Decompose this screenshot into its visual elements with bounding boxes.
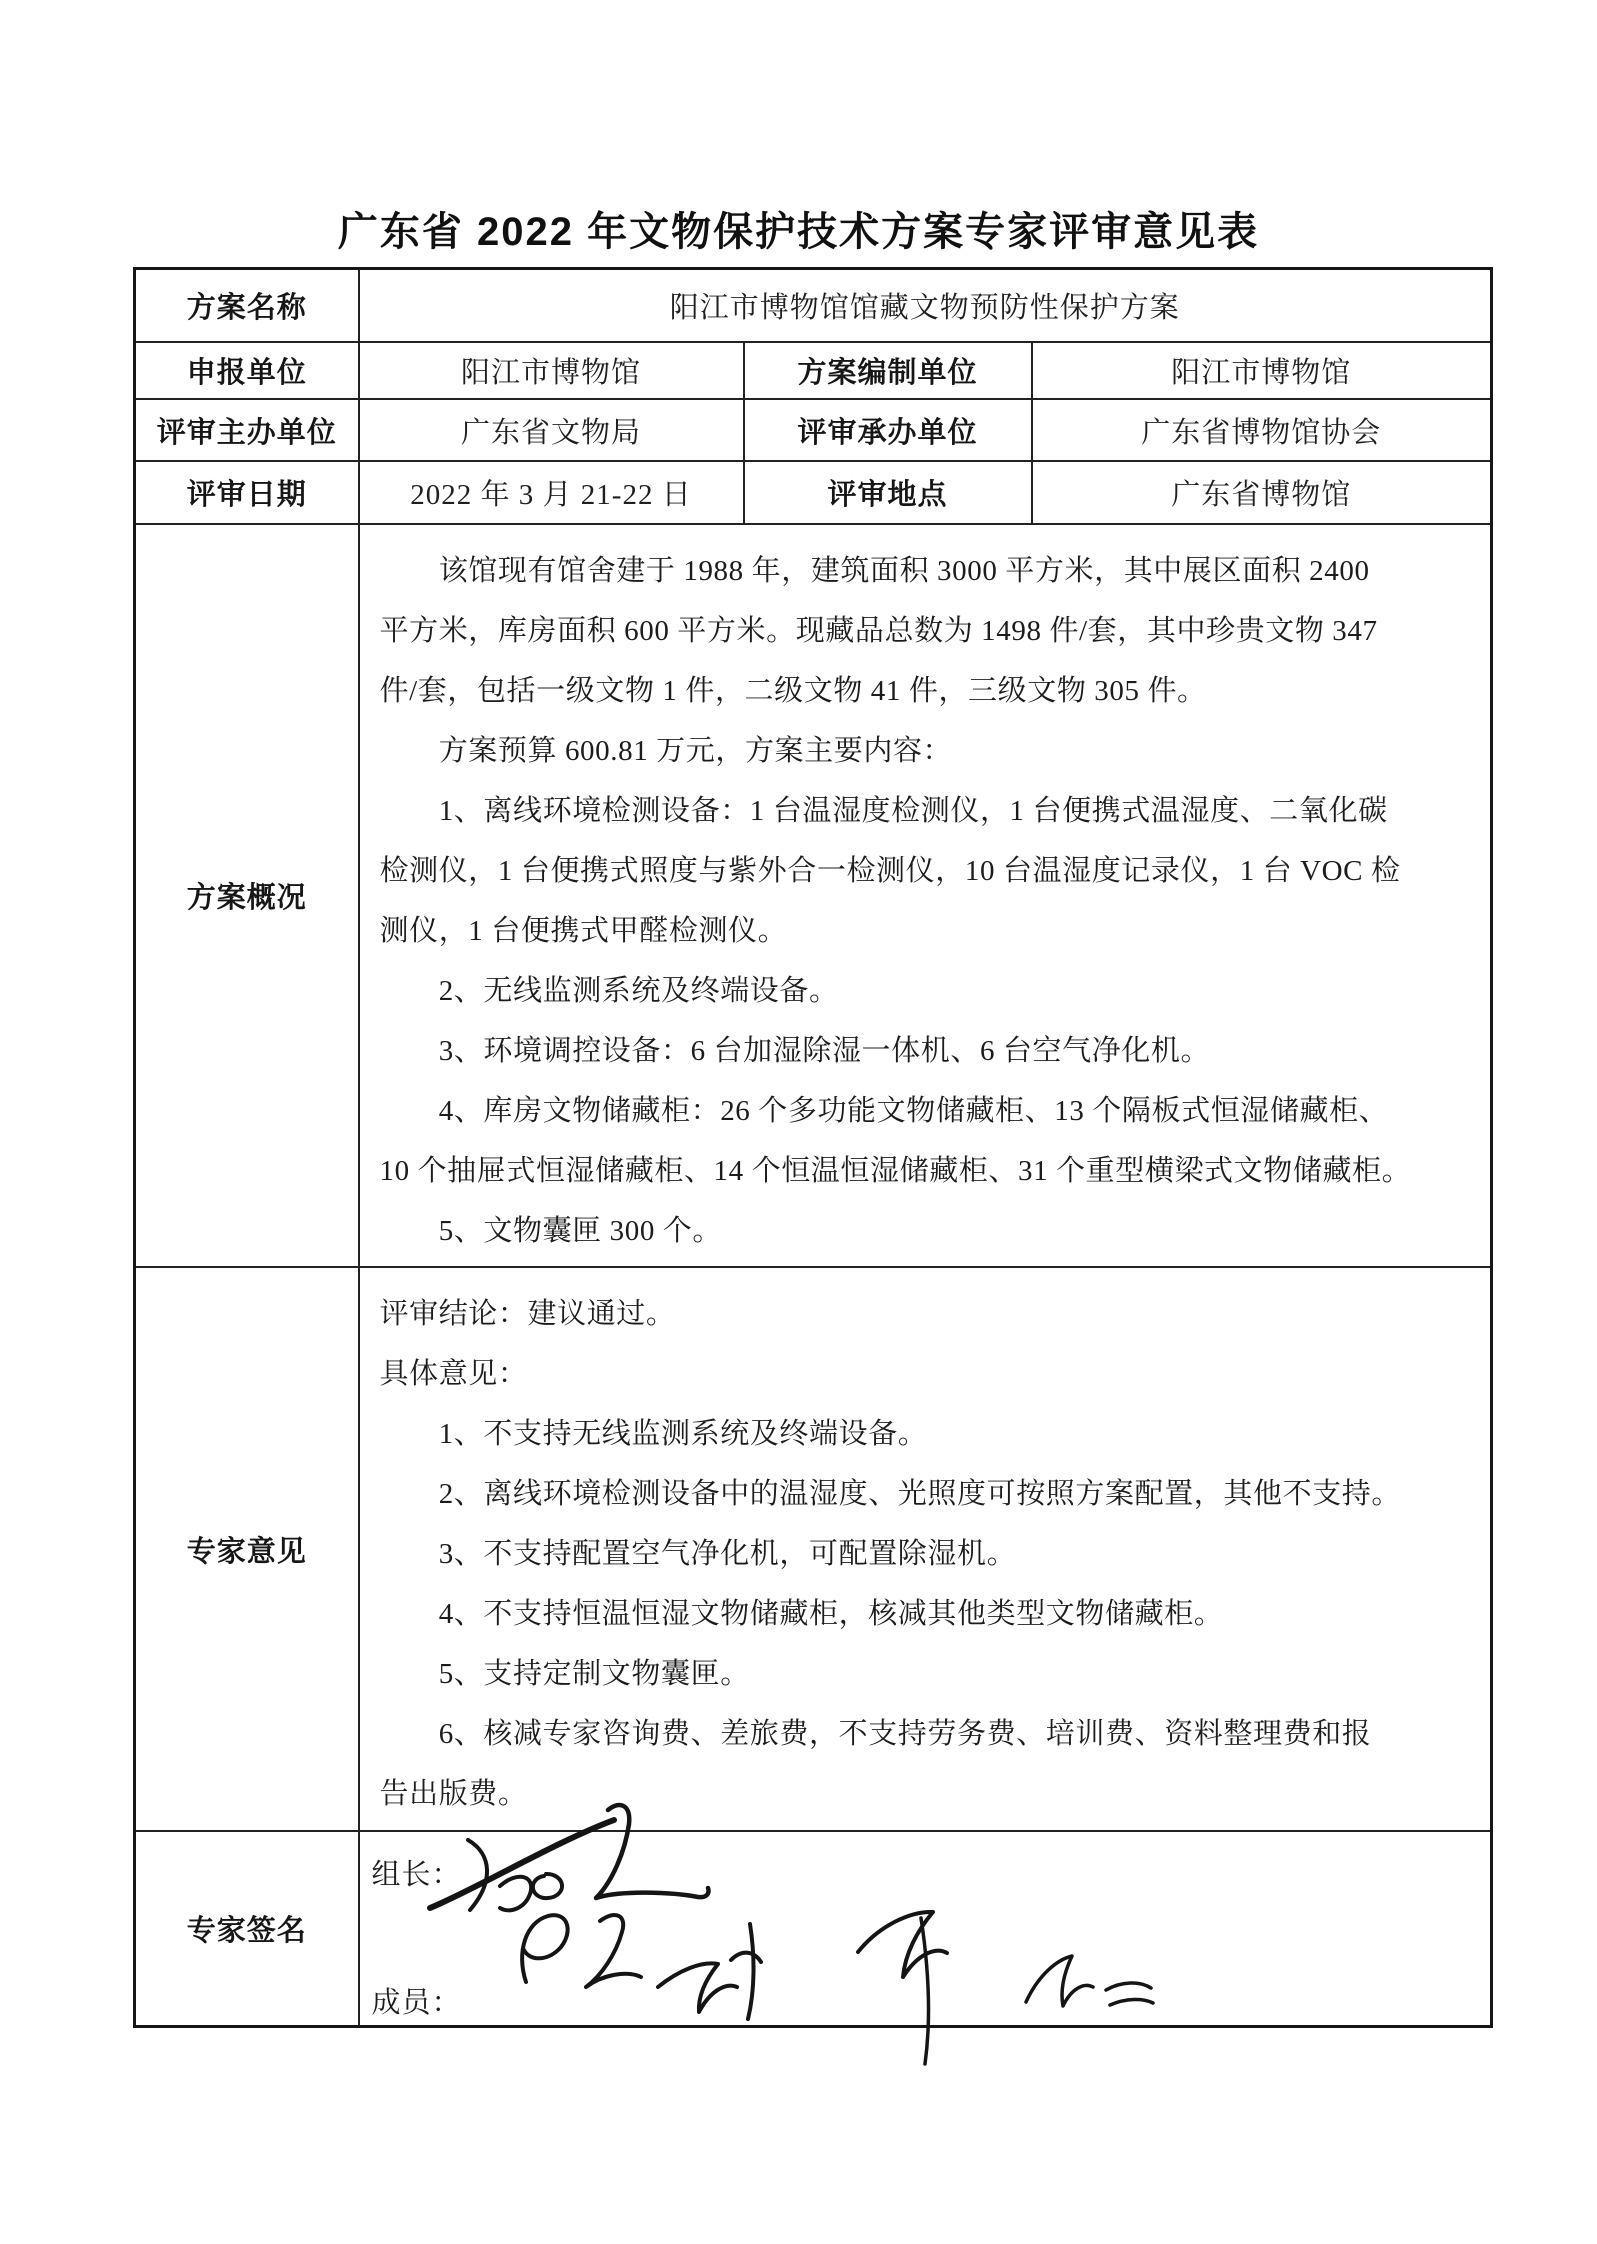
review-date-label: 评审日期 [135, 461, 359, 524]
review-organizer-label: 评审承办单位 [744, 399, 1032, 461]
text-line: 5、支持定制文物囊匣。 [379, 1658, 750, 1690]
expert-signature-cell [359, 1831, 1492, 2027]
expert-opinion-label: 专家意见 [135, 1267, 359, 1831]
review-form-table [133, 267, 1493, 2028]
row-plan-name [135, 269, 1492, 343]
text-line: 平方米，库房面积 600 平方米。现藏品总数为 1498 件/套，其中珍贵文物 347 [379, 614, 1378, 647]
text-line: 该馆现有馆舍建于 1988 年，建筑面积 3000 平方米，其中展区面积 2400 [379, 554, 1370, 587]
text-line: 件/套，包括一级文物 1 件，二级文物 41 件，三级文物 305 件。 [379, 674, 1207, 707]
plan-overview-text [359, 524, 1492, 1267]
text-line: 3、环境调控设备：6 台加湿除湿一体机、6 台空气净化机。 [379, 1034, 1211, 1067]
expert-opinion-text [359, 1267, 1492, 1831]
page-title: 广东省 2022 年文物保护技术方案专家评审意见表 [337, 210, 1260, 254]
text-line: 1、不支持无线监测系统及终端设备。 [379, 1418, 928, 1450]
row-plan-overview [135, 524, 1492, 1267]
expert-opinion-lines [380, 1284, 1475, 1824]
text-line: 测仪，1 台便携式甲醛检测仪。 [379, 914, 788, 947]
row-review-date [135, 461, 1492, 524]
text-line: 6、核减专家咨询费、差旅费，不支持劳务费、培训费、资料整理费和报 [379, 1718, 1372, 1750]
review-organizer-value: 广东省博物馆协会 [1032, 399, 1492, 461]
row-expert-signature [135, 1831, 1492, 2027]
applicant-value: 阳江市博物馆 [359, 342, 744, 399]
text-line: 评审结论：建议通过。 [379, 1298, 676, 1330]
leader-label: 组长： [371, 1859, 462, 1891]
review-location-label: 评审地点 [744, 461, 1032, 524]
plan-name-label: 方案名称 [135, 269, 359, 343]
row-review-host [135, 399, 1492, 461]
text-line: 具体意见： [379, 1358, 528, 1390]
text-line: 检测仪，1 台便携式照度与紫外合一检测仪，10 台温湿度记录仪，1 台 VOC 检 [379, 854, 1401, 887]
plan-overview-lines [380, 541, 1475, 1261]
text-line: 2、离线环境检测设备中的温湿度、光照度可按照方案配置，其他不支持。 [379, 1478, 1402, 1510]
row-applicant [135, 342, 1492, 399]
text-line: 方案预算 600.81 万元，方案主要内容： [379, 734, 953, 767]
applicant-label: 申报单位 [135, 342, 359, 399]
text-line: 3、不支持配置空气净化机，可配置除湿机。 [379, 1538, 1017, 1570]
review-date-value: 2022 年 3 月 21-22 日 [359, 461, 744, 524]
member-label: 成员： [371, 1987, 462, 2019]
text-line: 10 个抽屉式恒湿储藏柜、14 个恒温恒湿储藏柜、31 个重型横梁式文物储藏柜。 [379, 1154, 1412, 1187]
text-line: 1、离线环境检测设备：1 台温湿度检测仪，1 台便携式温湿度、二氧化碳 [379, 794, 1388, 827]
text-line: 告出版费。 [379, 1778, 528, 1810]
row-expert-opinion [135, 1267, 1492, 1831]
review-host-label: 评审主办单位 [135, 399, 359, 461]
expert-signature-label: 专家签名 [135, 1831, 359, 2027]
plan-overview-label: 方案概况 [135, 524, 359, 1267]
review-host-value: 广东省文物局 [359, 399, 744, 461]
plan-author-label: 方案编制单位 [744, 342, 1032, 399]
text-line: 2、无线监测系统及终端设备。 [379, 974, 839, 1007]
text-line: 4、不支持恒温恒湿文物储藏柜，核减其他类型文物储藏柜。 [379, 1598, 1224, 1630]
text-line: 4、库房文物储藏柜：26 个多功能文物储藏柜、13 个隔板式恒湿储藏柜、 [379, 1094, 1389, 1127]
plan-name-value: 阳江市博物馆馆藏文物预防性保护方案 [359, 269, 1492, 343]
plan-author-value: 阳江市博物馆 [1032, 342, 1492, 399]
review-location-value: 广东省博物馆 [1032, 461, 1492, 524]
text-line: 5、文物囊匣 300 个。 [379, 1214, 723, 1247]
